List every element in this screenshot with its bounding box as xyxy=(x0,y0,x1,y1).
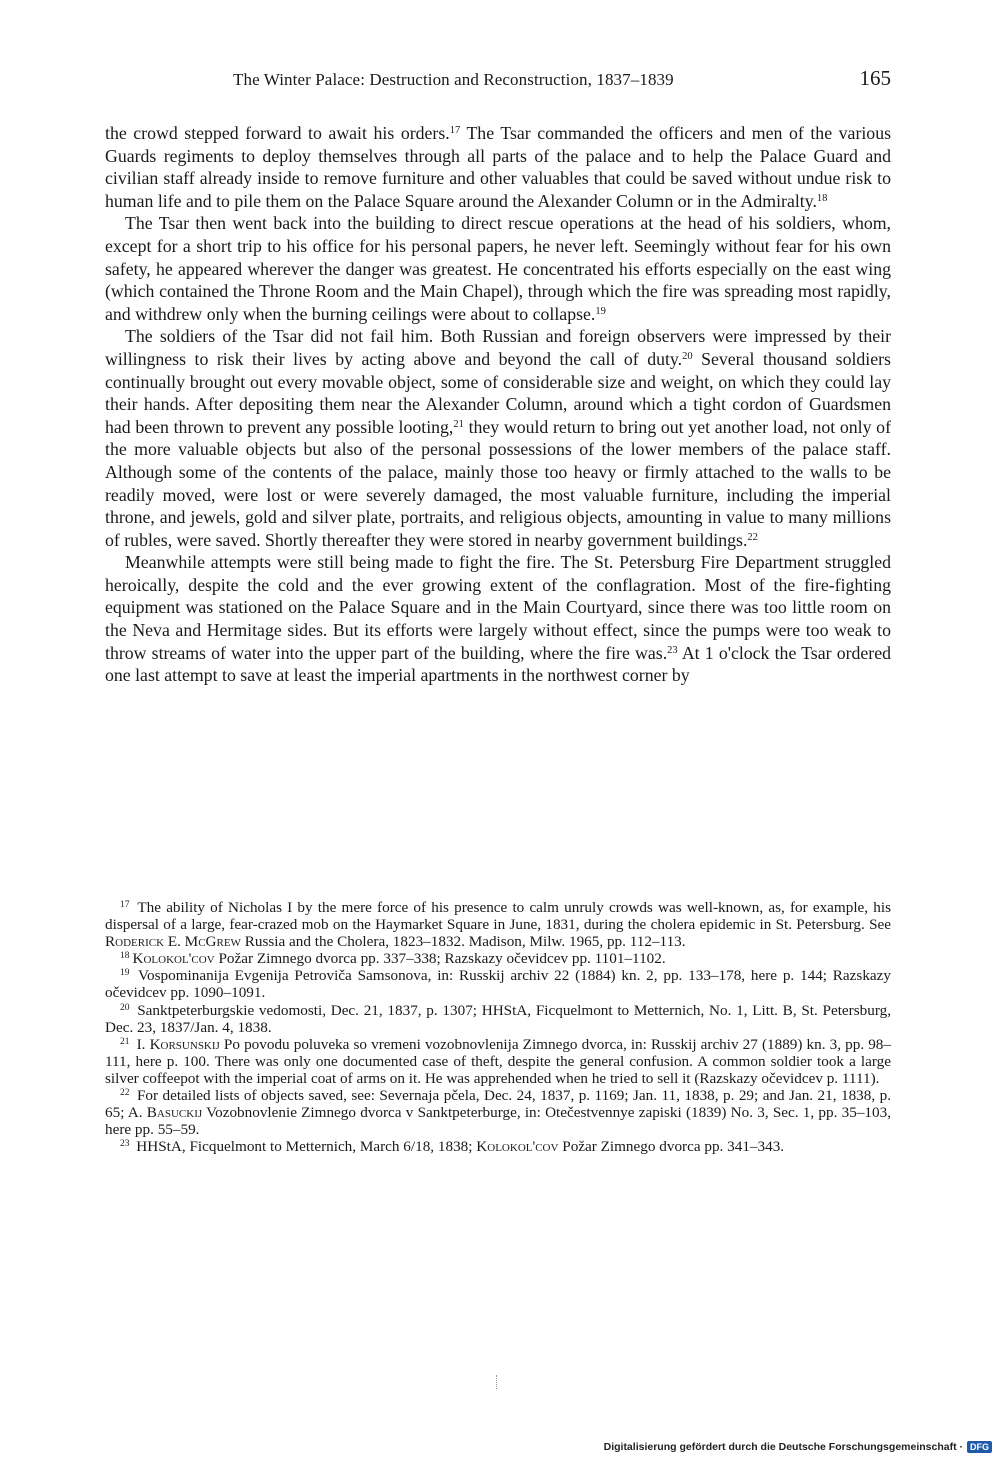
footnote xyxy=(105,1036,891,1087)
text-run: Vospominanija Evgenija Petroviča Samsonova, in: Russkij archiv 22 (1884) kn. 2, pp. 133–178, here p. 144; Razskazy očevidcev pp. 1090–1091. xyxy=(105,967,891,1002)
page-number: 165 xyxy=(859,66,891,90)
footnote xyxy=(105,899,891,950)
footnote xyxy=(105,1087,891,1138)
scan-mark xyxy=(496,1375,501,1389)
text-run: For detailed lists of objects saved, see: Severnaja pčela, Dec. 24, 1837, p. 1169; Jan. 11, 1838, p. 29; and Jan. 21, 1838, p. 65; A. xyxy=(105,1087,891,1122)
text-run: the crowd stepped forward to await his orders. xyxy=(105,123,450,143)
funding-note xyxy=(604,1439,992,1455)
footnotes xyxy=(105,899,891,1155)
note-marker: 19 xyxy=(595,305,606,317)
funding-text: Digitalisierung gefördert durch die Deutsche Forschungsgemeinschaft · xyxy=(603,1441,963,1453)
dfg-logo: DFG xyxy=(967,1441,992,1453)
paragraph xyxy=(105,551,891,687)
note-marker: 22 xyxy=(120,1088,130,1099)
text-run: Russia and the Cholera, 1823–1832. Madison, Milw. 1965, pp. 112–113. xyxy=(240,933,686,951)
note-marker: 18 xyxy=(120,951,130,962)
text-run: The Tsar then went back into the building to direct rescue operations at the head of his soldiers, whom, except for a short trip to his office for his personal papers, he never left. Seemingly without fear for his own safety, he appeared wherever the danger was greatest. He concentrated his efforts especially on the east wing (which contained the Throne Room and the Main Chapel), through which the fire was spreading most rapidly, and withdrew only when the burning ceilings were about to collapse. xyxy=(105,213,891,324)
text-run: they would return to bring out yet another load, not only of the more valuable objects but also of the personal possessions of the lower members of the palace staff. Although some of the contents of the palace, mainly those too heavy or firmly attached to the walls to be readily moved, were lost or were severely damaged, the most valuable furniture, including the imperial throne, and jewels, gold and silver plate, portraits, and religious objects, amounting in value to many millions of rubles, were saved. Shortly thereafter they were stored in nearby government buildings. xyxy=(105,416,891,550)
running-head xyxy=(105,66,891,96)
body-text xyxy=(105,122,891,687)
note-marker: 17 xyxy=(449,125,461,136)
note-marker: 18 xyxy=(816,192,828,204)
text-run: The soldiers of the Tsar did not fail him. Both Russian and foreign observers were impressed by their willingness to risk their lives by acting above and beyond the call of duty. xyxy=(105,326,891,369)
running-title: The Winter Palace: Destruction and Reconstruction, 1837–1839 xyxy=(233,70,674,89)
note-marker: 20 xyxy=(120,1002,130,1013)
paragraph xyxy=(105,212,891,325)
author-name: Basuckij xyxy=(146,1104,203,1122)
note-marker: 22 xyxy=(747,531,758,543)
text-run: Sanktpeterburgskie vedomosti, Dec. 21, 1837, p. 1307; HHStA, Ficquelmont to Metternich, No. 1, Litt. B, St. Petersburg, Dec. 23, 1837/Jan. 4, 1838. xyxy=(105,1001,891,1036)
author-name: Kolokol'cov xyxy=(476,1138,559,1156)
note-marker: 17 xyxy=(120,900,130,910)
footnote xyxy=(105,967,891,1001)
footnote xyxy=(105,1138,891,1155)
author-name: Roderick E. McGrew xyxy=(105,933,241,951)
text-run: The Tsar commanded the officers and men of the various Guards regiments to deploy themselves through all parts of the palace and to help the Palace Guard and civilian staff already inside to remove furniture and other valuables that could be saved without undue risk to human life and to pile them on the Palace Square around the Alexander Column or in the Admiralty. xyxy=(105,123,892,211)
text-run: I. xyxy=(132,1035,150,1053)
text-run: Po povodu poluveka so vremeni vozobnovlenija Zimnego dvorca, in: Russkij archiv 27 (1889) kn. 3, pp. 98–111, here p. 100. There was only one documented case of theft, despite the general confusion. A common soldier took a large silver coffeepot with the imperial coat of arms on it. He was apprehended when he tried to sell it (Razskazy očevidcev p. 1111). xyxy=(105,1035,891,1087)
note-marker: 23 xyxy=(120,1139,130,1150)
note-marker: 21 xyxy=(453,418,464,430)
text-run: Vozobnovlenie Zimnego dvorca v Sanktpeterburge, in: Otečestvennye zapiski (1839) No. 3, Sec. 1, pp. 35–103, here pp. 55–59. xyxy=(105,1104,891,1139)
paragraph xyxy=(105,122,891,212)
note-marker: 23 xyxy=(667,644,678,656)
text-run: Požar Zimnego dvorca pp. 337–338; Razskazy očevidcev pp. 1101–1102. xyxy=(214,950,666,968)
author-name: Korsunskij xyxy=(149,1035,220,1053)
footnote xyxy=(105,950,891,967)
text-run: Meanwhile attempts were still being made to fight the fire. The St. Petersburg Fire Department struggled heroically, despite the cold and the ever growing extent of the conflagration. Most of the fire-fighting equipment was stationed on the Palace Square and in the Main Courtyard, since there was too little room on the Neva and Hermitage sides. But its efforts were largely without effect, since the pumps were too weak to throw streams of water into the upper part of the building, where the fire was. xyxy=(105,552,891,663)
note-marker: 21 xyxy=(120,1036,130,1047)
text-run: The ability of Nicholas I by the mere force of his presence to calm unruly crowds was well-known, as, for example, his dispersal of a large, fear-crazed mob on the Haymarket Square in June, 1831, during the cholera epidemic in St. Petersburg. See xyxy=(105,899,891,934)
footnote xyxy=(105,1002,891,1036)
note-marker: 19 xyxy=(120,968,130,979)
text-run: At 1 o'clock the Tsar ordered one last attempt to save at least the imperial apartments in the northwest corner by xyxy=(105,642,892,686)
author-name: Kolokol'cov xyxy=(132,950,215,968)
note-marker: 20 xyxy=(682,350,693,362)
text-run: Several thousand soldiers continually brought out every movable object, some of considerable size and weight, on which they could lay their hands. After depositing them near the Alexander Column, around which a tight cordon of Guardsmen had been thrown to prevent any possible looting, xyxy=(105,348,891,437)
paragraph xyxy=(105,325,891,551)
text-run: HHStA, Ficquelmont to Metternich, March 6/18, 1838; xyxy=(132,1138,477,1156)
text-run: Požar Zimnego dvorca pp. 341–343. xyxy=(558,1138,785,1156)
